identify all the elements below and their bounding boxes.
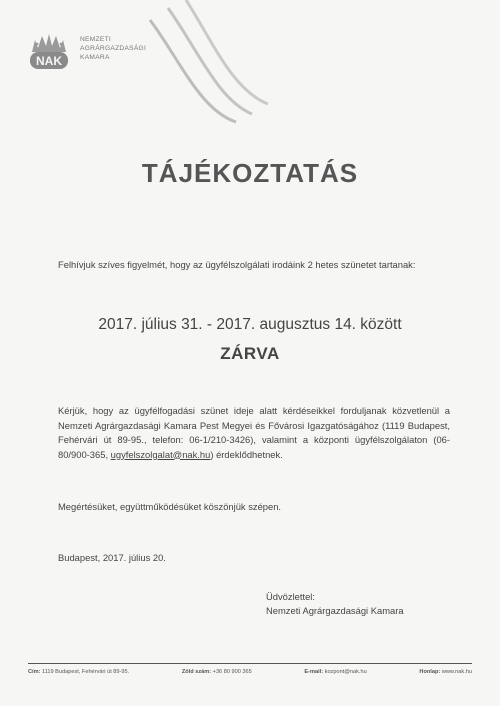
footer-email-value[interactable]: kozpont@nak.hu <box>324 669 367 675</box>
footer-address-value: 1119 Budapest, Fehérvári út 89-95. <box>42 669 130 675</box>
svg-text:NAK: NAK <box>36 54 62 68</box>
request-paragraph <box>58 404 450 462</box>
email-link[interactable]: ugyfelszolgalat@nak.hu <box>110 448 211 460</box>
intro-paragraph: Felhívjuk szíves figyelmét, hogy az ügyfélszolgálati irodáink 2 hetes szünetet tartanak: <box>58 259 416 270</box>
org-name-line: KAMARA <box>80 54 110 61</box>
footer-phone-value: +36 80 900 365 <box>212 669 252 675</box>
nak-logo-icon <box>26 30 72 72</box>
footer-email-label: E-mail: <box>304 669 324 675</box>
footer <box>28 669 472 675</box>
greeting: Üdvözlettel: <box>266 591 315 602</box>
closure-dates: 2017. július 31. - 2017. augusztus 14. között <box>98 316 402 333</box>
signature-block <box>266 590 404 618</box>
decorative-curves <box>0 0 500 140</box>
footer-phone-label: Zöld szám: <box>181 669 212 675</box>
footer-web <box>419 669 472 675</box>
thanks-paragraph: Megértésüket, együttműködésüket köszönjük szépen. <box>58 501 282 512</box>
footer-address <box>28 669 129 675</box>
footer-phone <box>182 669 252 675</box>
footer-address-label: Cím: <box>28 669 41 675</box>
request-text: Kérjük, hogy az ügyfélfogadási szünet ideje alatt kérdéseikkel forduljanak közvetlenül a Nemzeti Agrárgazdasági Kamara Pest Megyei és Fővárosi Igazgatóságához (1119 Budapest, Fehérvári út 89-95., telefon: 06-1/210-3426), valamint a központi ügyfélszolgálaton (06-80/900-365, <box>58 405 450 460</box>
footer-web-label: Honlap: <box>419 669 441 675</box>
footer-web-value[interactable]: www.nak.hu <box>441 669 472 675</box>
footer-divider <box>28 663 472 664</box>
closed-notice: ZÁRVA <box>220 344 280 363</box>
org-name <box>80 35 146 62</box>
place-date: Budapest, 2017. július 20. <box>58 552 166 563</box>
request-end: ) érdeklődhetnek. <box>210 448 283 460</box>
org-name-line: AGRÁRGAZDASÁGI <box>80 45 147 52</box>
document-title: TÁJÉKOZTATÁS <box>141 158 359 188</box>
signature: Nemzeti Agrárgazdasági Kamara <box>266 605 404 616</box>
footer-email <box>304 669 366 675</box>
org-name-line: NEMZETI <box>80 36 112 43</box>
